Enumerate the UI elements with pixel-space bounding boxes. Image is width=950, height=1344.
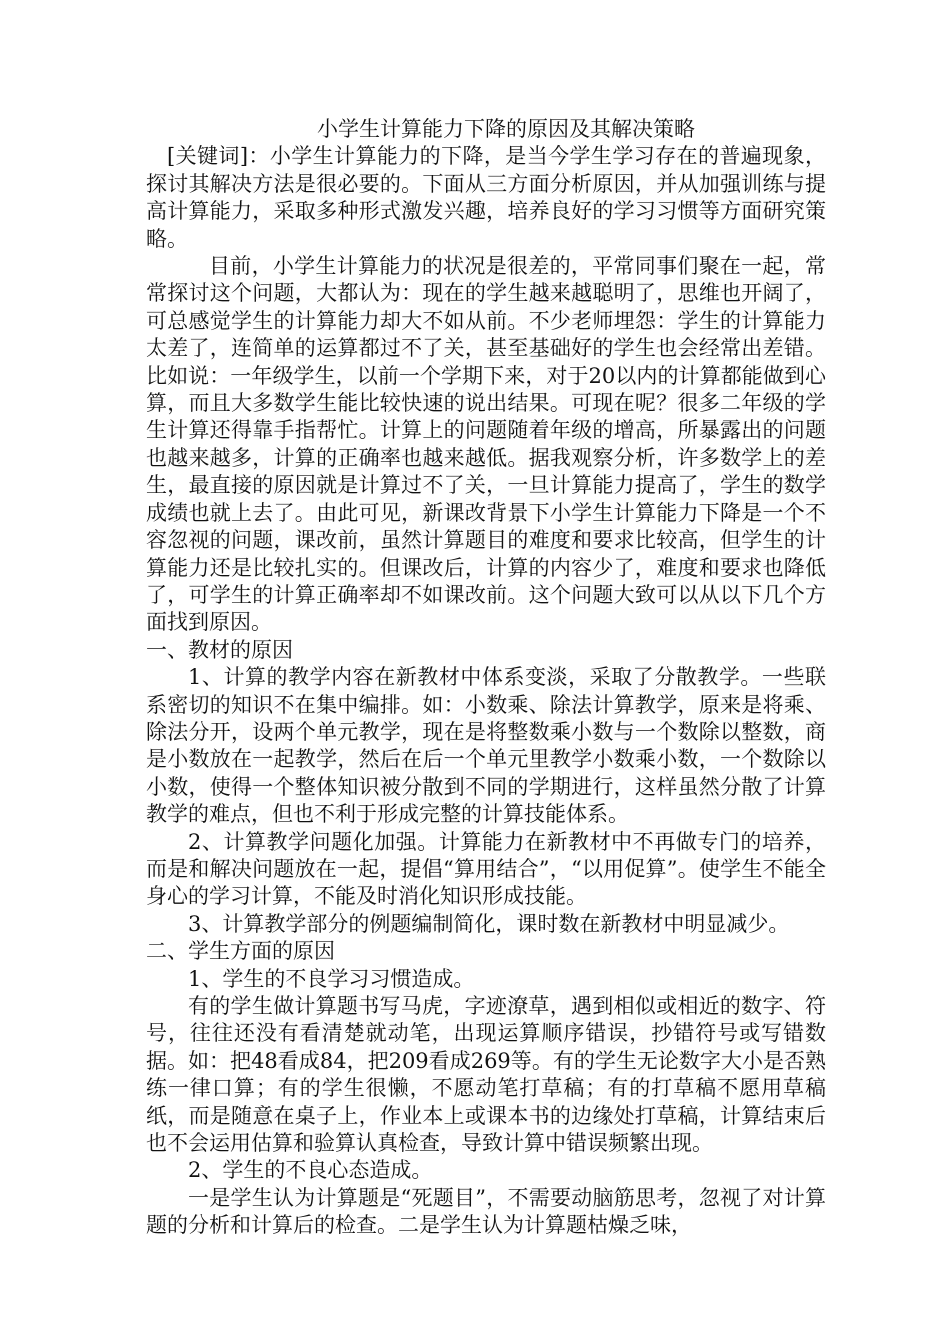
- section1-paragraph-2: 2、计算教学问题化加强。计算能力在新教材中不再做专门的培养，而是和解决问题放在一起，提倡“算用结合”，“以用促算”。使学生不能全身心的学习计算，不能及时消化知识形成技能。: [146, 829, 826, 909]
- section2-paragraph-2: 一是学生认为计算题是“死题目”，不需要动脑筋思考，忽视了对计算题的分析和计算后的检查。二是学生认为计算题枯燥乏味，: [146, 1185, 826, 1238]
- document-title: 小学生计算能力下降的原因及其解决策略: [317, 117, 695, 141]
- section2-subheading-1: 1、学生的不良学习习惯造成。: [188, 966, 475, 991]
- section1-paragraph-3: 3、计算教学部分的例题编制简化，课时数在新教材中明显减少。: [188, 911, 790, 936]
- intro-paragraph: 目前，小学生计算能力的状况是很差的，平常同事们聚在一起，常常探讨这个问题，大都认为：现在的学生越来越聪明了，思维也开阔了，可总感觉学生的计算能力却大不如从前。不少老师埋怨：学生的计算能力太差了，连简单的运算都过不了关，甚至基础好的学生也会经常出差错。比如说：一年级学生，以前一个学期下来，对于20以内的计算都能做到心算，而且大多数学生能比较快速的说出结果。可现在呢？很多二年级的学生计算还得靠手指帮忙。计算上的问题随着年级的增高，所暴露出的问题也越来越多，计算的正确率也越来越低。据我观察分析，许多数学上的差生，最直接的原因就是计算过不了关，一旦计算能力提高了，学生的数学成绩也就上去了。由此可见，新课改背景下小学生计算能力下降是一个不容忽视的问题，课改前，虽然计算题目的难度和要求比较高，但学生的计算能力还是比较扎实的。但课改后，计算的内容少了，难度和要求也降低了，可学生的计算正确率却不如课改前。这个问题大致可以从以下几个方面找到原因。: [146, 254, 826, 635]
- section-heading-textbook: 一、教材的原因: [146, 637, 293, 662]
- section2-subheading-2: 2、学生的不良心态造成。: [188, 1158, 433, 1183]
- document-page: [146, 116, 826, 1240]
- section-heading-students: 二、学生方面的原因: [146, 939, 335, 964]
- section2-paragraph-1: 有的学生做计算题书写马虎，字迹潦草，遇到相似或相近的数字、符号，往往还没有看清楚就动笔，出现运算顺序错误，抄错符号或写错数据。如：把48看成84，把209看成269等。有的学生无论数字大小是否熟练一律口算；有的学生很懒，不愿动笔打草稿；有的打草稿不愿用草稿纸，而是随意在桌子上，作业本上或课本书的边缘处打草稿，计算结束后也不会运用估算和验算认真检查，导致计算中错误频繁出现。: [146, 994, 826, 1156]
- keywords-paragraph: [关键词]：小学生计算能力的下降，是当今学生学习存在的普遍现象，探讨其解决方法是很必要的。下面从三方面分析原因，并从加强训练与提高计算能力，采取多种形式激发兴趣，培养良好的学习习惯等方面研究策略。: [146, 144, 826, 251]
- section1-paragraph-1: 1、计算的教学内容在新教材中体系变淡，采取了分散教学。一些联系密切的知识不在集中编排。如：小数乘、除法计算教学，原来是将乘、除法分开，设两个单元教学，现在是将整数乘小数与一个数除以整数，商是小数放在一起教学，然后在后一个单元里教学小数乘小数，一个数除以小数，使得一个整体知识被分散到不同的学期进行，这样虽然分散了计算教学的难点，但也不利于形成完整的计算技能体系。: [146, 665, 826, 827]
